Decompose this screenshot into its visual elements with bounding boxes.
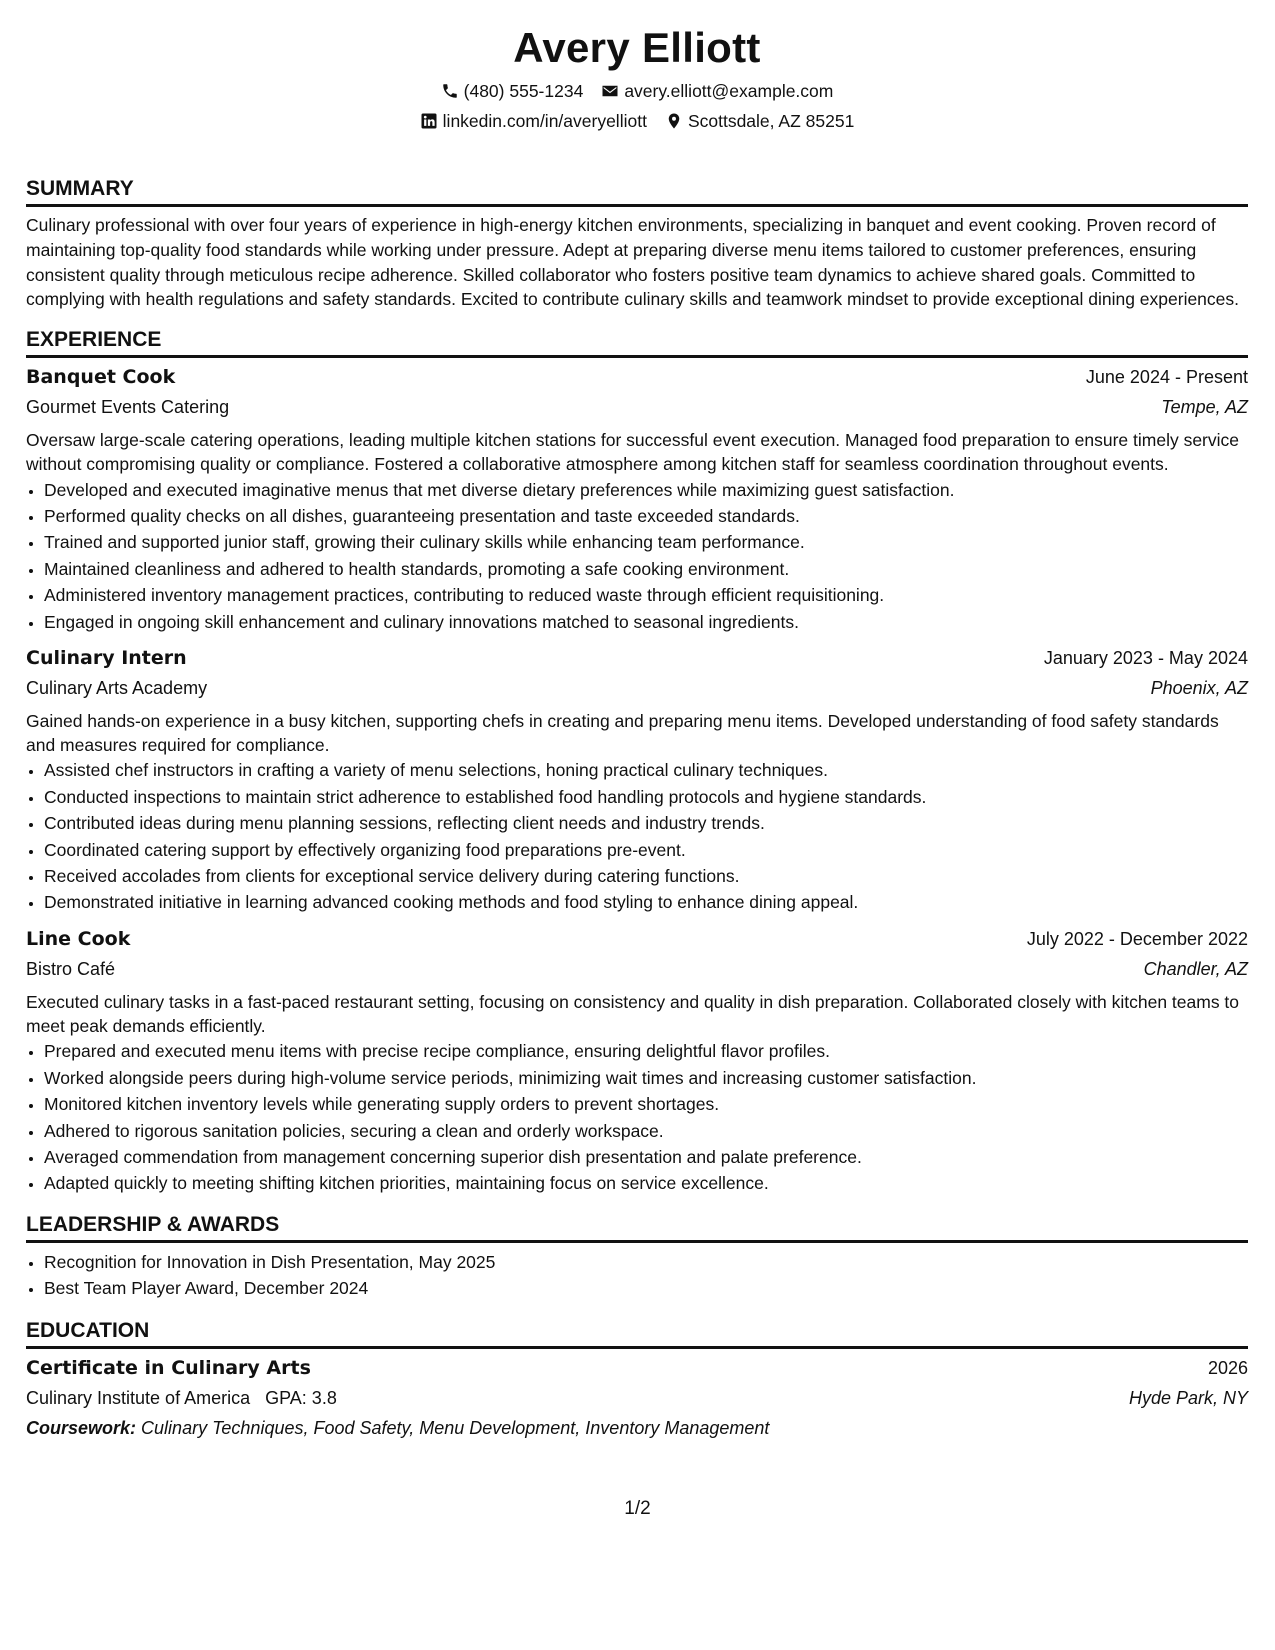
summary-section [26, 174, 1248, 312]
education-gpa: GPA: 3.8 [265, 1387, 337, 1408]
education-subheader [26, 1383, 1248, 1413]
contact-linkedin[interactable] [420, 106, 647, 136]
education-school-line [26, 1383, 337, 1413]
list-item: • Worked alongside peers during high-volume service periods, minimizing wait times and increasing customer satisfaction. [44, 1065, 1248, 1091]
list-item: • Monitored kitchen inventory levels while generating supply orders to prevent shortages. [44, 1091, 1248, 1117]
education-location: Hyde Park, NY [1128, 1387, 1248, 1408]
section-title-awards: LEADERSHIP & AWARDS [26, 1210, 1248, 1243]
list-item: • Administered inventory management practices, contributing to reduced waste through efficient requisitioning. [44, 582, 1248, 608]
job-bullets [26, 477, 1248, 635]
job-header [26, 643, 1248, 673]
job-description: Executed culinary tasks in a fast-paced restaurant setting, focusing on consistency and quality in dish preparation. Collaborated closely with kitchen teams to meet peak demands efficiently. [26, 991, 1240, 1037]
contact-row-secondary [26, 106, 1248, 136]
phone-icon [441, 82, 459, 100]
job-dates: July 2022 - December 2022 [1026, 928, 1248, 949]
location-text: Scottsdale, AZ 85251 [687, 111, 855, 131]
linkedin-text[interactable]: linkedin.com/in/averyelliott [442, 111, 647, 131]
section-title-summary: SUMMARY [26, 174, 1248, 207]
candidate-name: Avery Elliott [513, 24, 761, 71]
list-item: • Coordinated catering support by effectively organizing food preparations pre-event. [44, 837, 1248, 863]
coursework-label: Coursework: [26, 1417, 137, 1438]
list-item: • Maintained cleanliness and adhered to health standards, promoting a safe cooking environment. [44, 556, 1248, 582]
contact-phone [441, 76, 584, 106]
contact-email[interactable] [601, 76, 833, 106]
list-item: • Assisted chef instructors in crafting a variety of menu selections, honing practical culinary techniques. [44, 757, 1248, 783]
job-description: Gained hands-on experience in a busy kitchen, supporting chefs in creating and preparing menu items. Developed understanding of food safety standards and measures required for compliance. [26, 711, 1219, 756]
job-role: Banquet Cook [26, 366, 176, 389]
education-school: Culinary Institute of America [26, 1387, 251, 1408]
education-header [26, 1353, 1248, 1383]
job-entry [26, 362, 1248, 635]
job-entry [26, 643, 1248, 916]
awards-section [26, 1210, 1248, 1302]
job-subheader [26, 954, 1248, 984]
list-item: • Engaged in ongoing skill enhancement and culinary innovations matched to seasonal ingredients. [44, 609, 1248, 635]
job-location: Chandler, AZ [1143, 958, 1248, 979]
job-location: Tempe, AZ [1161, 397, 1248, 418]
list-item: • Trained and supported junior staff, growing their culinary skills while enhancing team performance. [44, 529, 1248, 555]
job-location: Phoenix, AZ [1150, 678, 1248, 699]
list-item: • Prepared and executed menu items with precise recipe compliance, ensuring delightful flavor profiles. [44, 1038, 1248, 1064]
job-description: Oversaw large-scale catering operations, leading multiple kitchen stations for successful event execution. Managed food preparation to ensure timely service without compromising quality or compliance. Fostered a collaborative atmosphere among kitchen staff for seamless coordination throughout events. [26, 430, 1240, 475]
job-role: Culinary Intern [26, 647, 187, 670]
job-bullets [26, 757, 1248, 915]
list-item: • Adhered to rigorous sanitation policies, securing a clean and orderly workspace. [44, 1118, 1248, 1144]
list-item: • Contributed ideas during menu planning sessions, reflecting client needs and industry trends. [44, 810, 1248, 836]
education-section [26, 1316, 1248, 1443]
resume-page [26, 20, 1248, 1443]
phone-text: (480) 555-1234 [463, 81, 584, 101]
job-role: Line Cook [26, 927, 131, 950]
linkedin-icon [420, 112, 438, 130]
section-title-education: EDUCATION [26, 1316, 1248, 1349]
section-title-experience: EXPERIENCE [26, 325, 1248, 358]
envelope-icon [601, 82, 619, 100]
list-item: • Performed quality checks on all dishes, guaranteeing presentation and taste exceeded standards. [44, 503, 1248, 529]
job-entry [26, 924, 1248, 1197]
job-header [26, 362, 1248, 392]
awards-list [26, 1249, 1248, 1302]
contact-row-primary [26, 76, 1248, 106]
job-header [26, 924, 1248, 954]
contact-location [665, 106, 854, 136]
job-dates: June 2024 - Present [1085, 367, 1248, 388]
education-coursework [26, 1413, 1248, 1443]
education-degree: Certificate in Culinary Arts [26, 1356, 311, 1379]
experience-section [26, 325, 1248, 1197]
list-item: • Developed and executed imaginative menus that met diverse dietary preferences while maximizing guest satisfaction. [44, 477, 1248, 503]
summary-text: Culinary professional with over four years of experience in high-energy kitchen environments, specializing in banquet and event cooking. Proven record of maintaining top-quality food standards while working under pressure. Adept at preparing diverse menu items tailored to customer preferences, ensuring consistent quality through meticulous recipe adherence. Skilled collaborator who fosters positive team dynamics to achieve shared goals. Committed to complying with health regulations and safety standards. Excited to contribute culinary skills and teamwork mindset to provide exceptional dining experiences. [26, 215, 1240, 310]
list-item: • Averaged commendation from management concerning superior dish presentation and palate preference. [44, 1144, 1248, 1170]
page-number: 1/2 [624, 1498, 651, 1519]
education-year: 2026 [1207, 1357, 1248, 1378]
job-company: Bistro Café [26, 958, 116, 979]
list-item: • Received accolades from clients for exceptional service delivery during catering functions. [44, 863, 1248, 889]
email-text[interactable]: avery.elliott@example.com [624, 81, 834, 101]
list-item: • Demonstrated initiative in learning advanced cooking methods and food styling to enhance dining appeal. [44, 889, 1248, 915]
job-subheader [26, 392, 1248, 422]
list-item: • Recognition for Innovation in Dish Presentation, May 2025 [44, 1249, 1248, 1275]
job-bullets [26, 1038, 1248, 1196]
coursework-text: Culinary Techniques, Food Safety, Menu Development, Inventory Management [141, 1417, 770, 1438]
job-company: Culinary Arts Academy [26, 678, 208, 699]
list-item: • Conducted inspections to maintain strict adherence to established food handling protocols and hygiene standards. [44, 784, 1248, 810]
job-dates: January 2023 - May 2024 [1043, 648, 1248, 669]
map-pin-icon [665, 112, 683, 130]
list-item: • Adapted quickly to meeting shifting kitchen priorities, maintaining focus on service excellence. [44, 1170, 1248, 1196]
list-item: • Best Team Player Award, December 2024 [44, 1275, 1248, 1301]
job-company: Gourmet Events Catering [26, 397, 230, 418]
job-subheader [26, 673, 1248, 703]
